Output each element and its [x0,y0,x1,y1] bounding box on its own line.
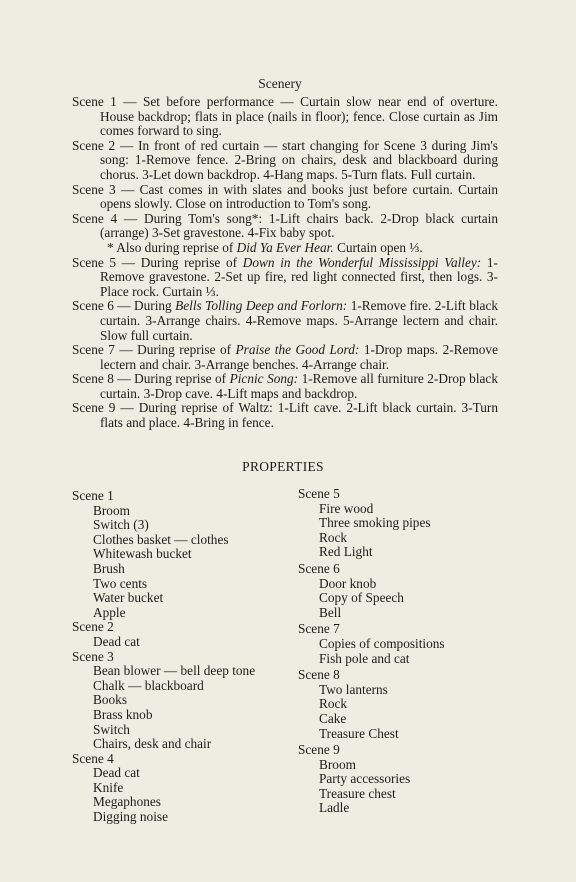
property-item: Clothes basket — clothes [93,531,229,547]
property-item: Red Light [319,544,373,560]
properties-scene-label: Scene 7 [298,621,340,637]
scene-text: Scene 2 — In front of red curtain — start changing for Scene 3 during Jim's song: 1-Remove fence. 2-Bring on chairs, desk and blackboard during chorus. 3-Let down backdrop. 4-Hang maps. 5-Turn flats. Full curtain. [72,137,498,182]
song-title: Down in the Wonderful Mississippi Valley: [242,254,482,270]
scenery-scene-5 [72,256,498,300]
property-item: Door knob [319,575,377,591]
properties-group [298,622,518,666]
property-item: Chalk — blackboard [93,677,204,693]
property-item: Broom [93,502,130,518]
properties-scene-label: Scene 4 [72,750,114,766]
property-item: Broom [319,756,356,772]
property-item: Two cents [93,575,148,591]
scene-text: 1-Remove all furniture 2-Drop black curtain. 3-Drop cave. 4-Lift maps and backdrop. [100,371,498,401]
property-item: Copies of compositions [319,635,445,651]
properties-group [72,650,287,752]
properties-group [298,562,518,620]
property-item: Three smoking pipes [319,515,431,531]
property-item: Switch [93,721,130,737]
properties-right-column [298,487,518,818]
scene-text: 1-Remove fire. 2-Lift black curtain. 3-Arrange chairs. 4-Remove maps. 5-Arrange lectern and chair. Slow full curtain. [100,298,498,343]
properties-group [298,487,518,560]
property-item: Fish pole and cat [319,650,410,666]
property-item: Water bucket [93,590,164,606]
property-item: Knife [93,779,124,795]
property-item: Treasure chest [319,785,396,801]
scenery-heading: Scenery [258,76,302,91]
scene-text: Scene 4 — During Tom's song*: 1-Lift chairs back. 2-Drop black curtain (arrange) 3-Set gravestone. 4-Fix baby spot. [72,210,498,241]
song-title: Picnic Song: [229,371,299,387]
properties-scene-label: Scene 5 [298,486,340,501]
scenery-scene-6 [72,299,498,343]
scene-text: Scene 3 — Cast comes in with slates and books just before curtain. Curtain opens slowly. Close on introduction to Tom's song. [72,181,498,212]
properties-group [298,668,518,741]
properties-left-column [72,489,287,825]
scene-text: Curtain open ⅓. [333,239,423,255]
song-title: Did Ya Ever Hear. [236,239,334,255]
properties-scene-label: Scene 3 [72,648,114,664]
properties-scene-label: Scene 1 [72,488,114,503]
properties-group [298,743,518,816]
scenery-list [72,95,498,431]
scene-text: 1-Drop maps. 2-Remove lectern and chair. 3-Arrange benches. 4-Arrange chair. [100,342,498,372]
properties-scene-label: Scene 9 [298,742,340,758]
scene-text: Scene 9 — During reprise of Waltz: 1-Lift cave. 2-Lift black curtain. 3-Turn flats and place. 4-Bring in fence. [72,400,498,431]
property-item: Rock [319,529,348,545]
property-item: Party accessories [319,771,411,787]
scenery-scene-8 [72,372,498,401]
scene-text: Scene 6 — During [72,298,176,314]
scenery-scene-4 [72,212,498,256]
property-item: Brass knob [93,706,153,722]
properties-group [72,620,287,649]
property-item: Two lanterns [319,681,388,697]
properties-group [72,752,287,825]
property-item: Books [93,692,127,708]
song-title: Bells Tolling Deep and Forlorn: [175,298,348,314]
property-item: Cake [319,710,347,726]
properties-heading: PROPERTIES [242,459,324,474]
scene-text: Scene 8 — During reprise of [72,371,230,387]
properties-scene-label: Scene 8 [298,667,340,683]
scenery-scene-9 [72,401,498,430]
property-item: Brush [93,560,125,576]
property-item: Bean blower — bell deep tone [93,663,256,679]
properties-scene-label: Scene 6 [298,560,340,576]
scene-text: Scene 5 — During reprise of [72,254,243,270]
scene-text: * Also during reprise of [107,239,237,255]
scenery-scene-2 [72,139,498,183]
property-item: Chairs, desk and chair [93,736,212,752]
song-title: Praise the Good Lord: [235,342,360,358]
scene-text: Scene 1 — Set before performance — Curtain slow near end of overture. House backdrop; flats in place (nails in floor); fence. Close curtain as Jim comes forward to sing. [72,94,498,139]
property-item: Digging noise [93,809,168,825]
property-item: Megaphones [93,794,161,810]
property-item: Copy of Speech [319,590,404,606]
property-item: Rock [319,696,348,712]
property-item: Fire wood [319,500,374,516]
property-item: Apple [93,604,126,620]
properties-group [72,489,287,620]
scenery-scene-3 [72,183,498,212]
scene-text: 1-Remove gravestone. 2-Set up fire, red light connected first, then logs. 3-Place rock. Curtain ⅓. [100,254,498,299]
scene-text: Scene 7 — During reprise of [72,342,236,358]
scenery-scene-7 [72,343,498,372]
property-item: Dead cat [93,765,140,781]
property-item: Treasure Chest [319,725,399,741]
properties-scene-label: Scene 2 [72,619,114,635]
scenery-scene-1 [72,95,498,139]
property-item: Dead cat [93,633,140,649]
footnote [100,241,498,256]
property-item: Ladle [319,800,350,816]
property-item: Bell [319,604,342,620]
property-item: Whitewash bucket [93,546,192,562]
property-item: Switch (3) [93,517,149,533]
